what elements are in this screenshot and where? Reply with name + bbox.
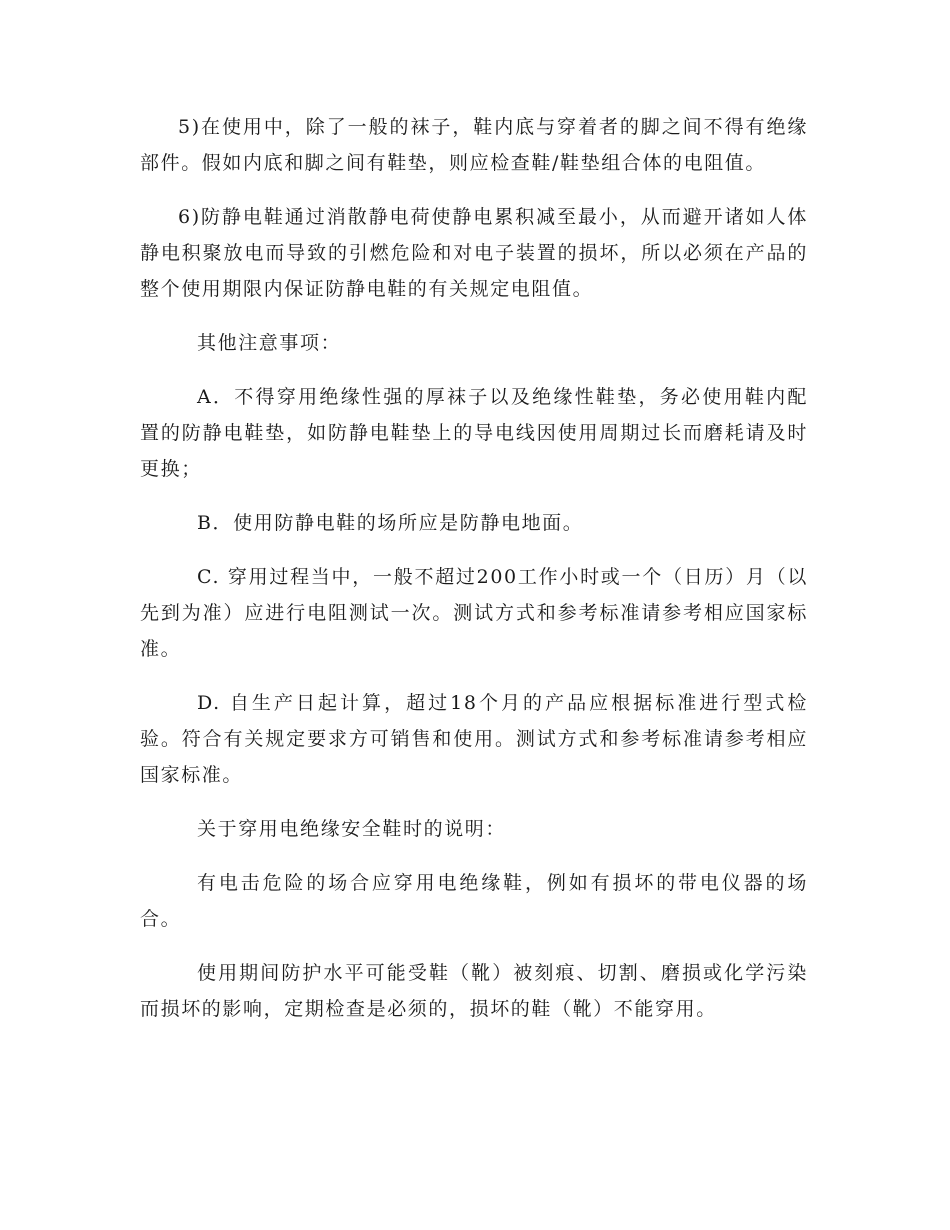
note-item-a: A．不得穿用绝缘性强的厚袜子以及绝缘性鞋垫，务必使用鞋内配置的防静电鞋垫，如防静电鞋垫上的导电线因使用周期过长而磨耗请及时更换； xyxy=(140,386,808,480)
note-item-b: B．使用防静电鞋的场所应是防静电地面。 xyxy=(197,512,584,534)
document-page xyxy=(140,109,808,1045)
insulation-paragraph-2: 使用期间防护水平可能受鞋（靴）被刻痕、切割、磨损或化学污染而损坏的影响，定期检查是必须的，损坏的鞋（靴）不能穿用。 xyxy=(140,962,808,1020)
insulation-paragraph-1: 有电击危险的场合应穿用电绝缘鞋，例如有损坏的带电仪器的场合。 xyxy=(140,872,808,930)
note-item-c: C. 穿用过程当中，一般不超过200工作小时或一个（日历）月（以先到为准）应进行电阻测试一次。测试方式和参考标准请参考相应国家标准。 xyxy=(140,566,808,660)
paragraph-item-6: 6)防静电鞋通过消散静电荷使静电累积减至最小，从而避开诸如人体静电积聚放电而导致的引燃危险和对电子装置的损坏，所以必须在产品的整个使用期限内保证防静电鞋的有关规定电阻值。 xyxy=(140,206,808,300)
section-heading-other-notes: 其他注意事项： xyxy=(197,332,342,354)
paragraph-item-5: 5)在使用中，除了一般的袜子，鞋内底与穿着者的脚之间不得有绝缘部件。假如内底和脚之间有鞋垫，则应检查鞋/鞋垫组合体的电阻值。 xyxy=(140,116,808,174)
note-item-d: D. 自生产日起计算，超过18个月的产品应根据标准进行型式检验。符合有关规定要求方可销售和使用。测试方式和参考标准请参考相应国家标准。 xyxy=(140,692,808,786)
section-heading-insulation: 关于穿用电绝缘安全鞋时的说明： xyxy=(197,818,507,840)
